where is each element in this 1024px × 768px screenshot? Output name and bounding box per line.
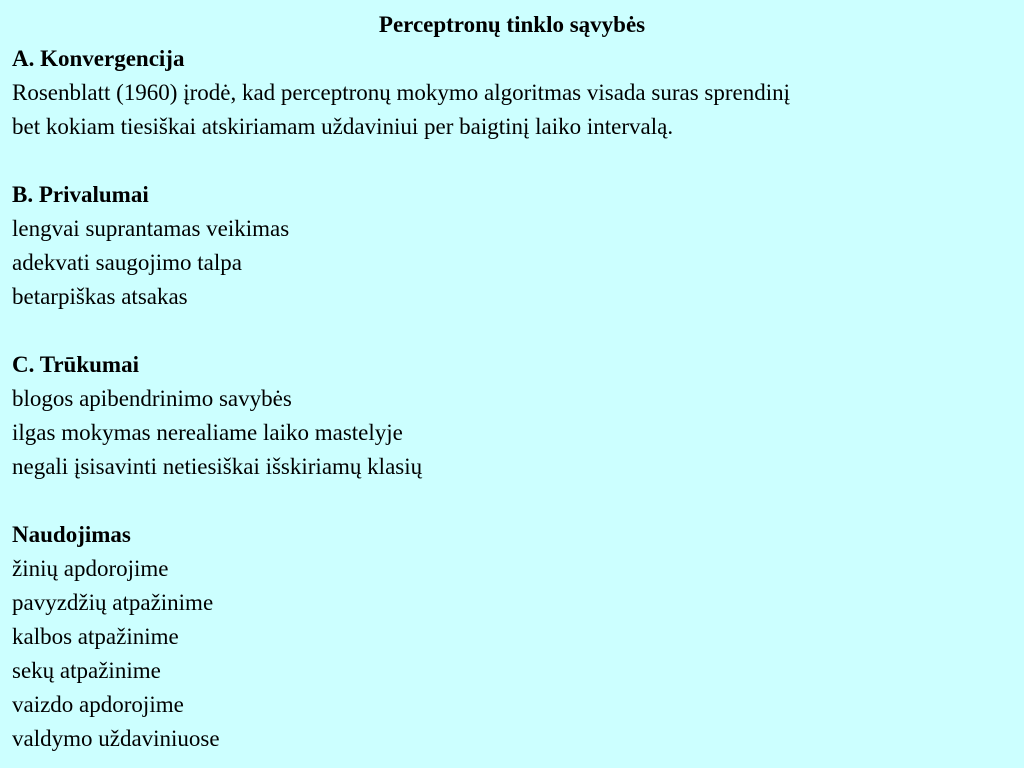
section-spacer: [12, 144, 1012, 178]
usage-item: žinių apdorojime: [12, 556, 169, 581]
usage-item: vaizdo apdorojime: [12, 692, 184, 717]
section-heading-convergence: A. Konvergencija: [12, 46, 185, 71]
convergence-line: Rosenblatt (1960) įrodė, kad perceptronų mokymo algoritmas visada suras sprendinį: [12, 80, 790, 105]
slide-title: Perceptronų tinklo sąvybės: [378, 12, 646, 37]
section-convergence: [12, 42, 1012, 144]
disadvantage-item: blogos apibendrinimo savybės: [12, 386, 292, 411]
usage-item: sekų atpažinime: [12, 658, 161, 683]
usage-item: valdymo uždaviniuose: [12, 726, 220, 751]
section-usage: [12, 518, 1012, 756]
disadvantage-item: ilgas mokymas nerealiame laiko mastelyje: [12, 420, 403, 445]
convergence-line: bet kokiam tiesiškai atskiriamam uždaviniui per baigtinį laiko intervalą.: [12, 114, 674, 139]
section-advantages: [12, 178, 1012, 314]
section-spacer: [12, 314, 1012, 348]
section-heading-disadvantages: C. Trūkumai: [12, 352, 139, 377]
usage-item: kalbos atpažinime: [12, 624, 179, 649]
advantage-item: betarpiškas atsakas: [12, 284, 188, 309]
section-heading-usage: Naudojimas: [12, 522, 131, 547]
advantage-item: adekvati saugojimo talpa: [12, 250, 242, 275]
advantage-item: lengvai suprantamas veikimas: [12, 216, 290, 241]
usage-item: pavyzdžių atpažinime: [12, 590, 214, 615]
section-spacer: [12, 484, 1012, 518]
disadvantage-item: negali įsisavinti netiesiškai išskiriamų klasių: [12, 454, 423, 479]
section-disadvantages: [12, 348, 1012, 484]
section-heading-advantages: B. Privalumai: [12, 182, 149, 207]
